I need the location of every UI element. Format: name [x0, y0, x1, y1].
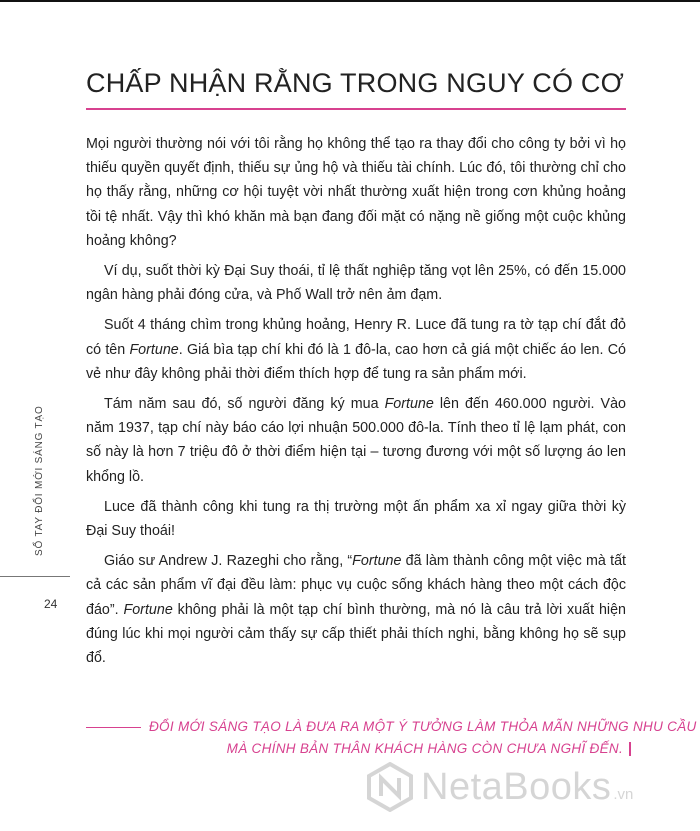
paragraph-1: Mọi người thường nói với tôi rằng họ không thể tạo ra thay đổi cho công ty bởi vì họ thiếu quyền quyết định, thiếu sự ủng hộ và thiếu tài chính. Lúc đó, tôi thường chỉ cho họ thấy rằng, những cơ hội tuyệt vời nhất thường xuất hiện trong cơn khủng hoảng tồi tệ nhất. Vậy thì khó khăn mà bạn đang đối mặt có nặng nề giống một cuộc khủng hoảng không?: [86, 136, 626, 249]
paragraph-6: [86, 549, 626, 670]
paragraph-3: [86, 313, 626, 386]
watermark-brand: NetaBooks: [421, 765, 612, 808]
pull-quote: [86, 716, 697, 760]
body-text: [86, 132, 626, 676]
top-border: [0, 0, 700, 2]
fortune-italic: Fortune: [384, 396, 434, 413]
paragraph-6-text-end: không phải là một tạp chí bình thường, mà nó là câu trả lời xuất hiện đúng lúc khi mọi người cảm thấy sự cấp thiết phải thích nghi, bằng không họ sẽ sụp đổ.: [86, 601, 627, 667]
paragraph-4: [86, 392, 626, 489]
paragraph-6-text: Giáo sư Andrew J. Razeghi cho rằng, “: [104, 553, 353, 570]
netabooks-logo-icon: [365, 762, 415, 812]
fortune-italic: Fortune: [129, 341, 179, 358]
page-number: 24: [44, 597, 58, 611]
pull-quote-text-2: MÀ CHÍNH BẢN THÂN KHÁCH HÀNG CÒN CHƯA NGHĨ ĐẾN.: [226, 741, 623, 756]
pull-quote-text-1: ĐỔI MỚI SÁNG TẠO LÀ ĐƯA RA MỘT Ý TƯỞNG LÀM THỎA MÃN NHỮNG NHU CẦU: [149, 719, 697, 734]
pull-quote-line-1: [86, 716, 697, 738]
pull-quote-line-2: [86, 738, 631, 760]
paragraph-3-text-cont: . Giá bìa tạp chí khi đó là 1 đô-la, cao hơn cả giá một chiếc áo len. Có vẻ như đây không phải thời điểm thích hợp để tung ra sản phẩm mới.: [86, 341, 626, 382]
quote-lead-rule: [86, 727, 141, 728]
paragraph-4-text: Tám năm sau đó, số người đăng ký mua: [104, 396, 385, 413]
quote-end-bar: [629, 742, 631, 756]
watermark: [365, 762, 633, 812]
paragraph-2: Ví dụ, suốt thời kỳ Đại Suy thoái, tỉ lệ thất nghiệp tăng vọt lên 25%, có đến 15.000 ngân hàng phải đóng cửa, và Phố Wall trở nên ảm đạm.: [86, 263, 626, 304]
title-underline: [86, 108, 626, 110]
paragraph-5: Luce đã thành công khi tung ra thị trường một ấn phẩm xa xỉ ngay giữa thời kỳ Đại Suy thoái!: [86, 498, 626, 540]
fortune-italic: Fortune: [123, 601, 173, 618]
paragraph-4-text-cont: lên đến 460.000 người. Vào năm 1937, tạp chí này báo cáo lợi nhuận 500.000 đô-la. Tính theo tỉ lệ lạm phát, con số này là hơn 7 triệu đô ở thời điểm hiện tại – tương đương với một số lượng áo len khổng lồ.: [86, 396, 626, 485]
page-title: CHẤP NHẬN RẰNG TRONG NGUY CÓ CƠ: [86, 68, 624, 98]
paragraph-3-text: Suốt 4 tháng chìm trong khủng hoảng, Henry R. Luce đã tung ra tờ tạp chí đắt đỏ có tên: [86, 317, 626, 358]
paragraph-6-text-cont: đã làm thành công một việc mà tất cả các sản phẩm vĩ đại đều làm: phục vụ cuộc sống khách hàng theo một cách độc đáo”.: [86, 553, 626, 618]
watermark-suffix: .vn: [613, 785, 634, 803]
margin-rule: [0, 576, 70, 577]
fortune-italic: Fortune: [352, 553, 402, 570]
running-book-title: SỔ TAY ĐỔI MỚI SÁNG TẠO: [34, 405, 45, 556]
